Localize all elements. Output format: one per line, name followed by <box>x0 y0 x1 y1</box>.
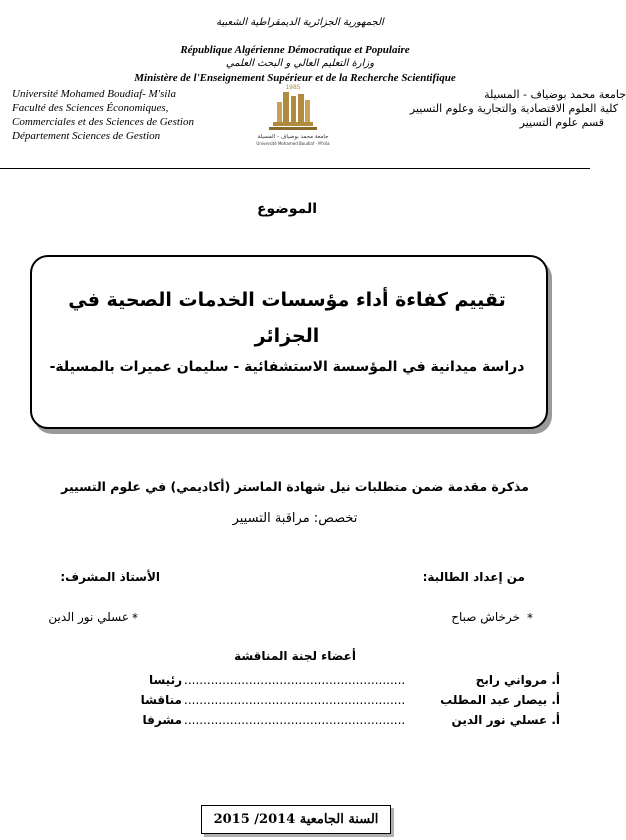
logo-name-fr: Université Mohamed Boudiaf - M'sila <box>256 141 330 146</box>
university-ar-line: جامعة محمد بوضياف - المسيلة <box>484 88 626 101</box>
university-logo <box>253 80 333 150</box>
republic-fr: République Algérienne Démocratique et Populaire <box>180 44 410 56</box>
thesis-title-line2: الجزائر <box>254 325 320 347</box>
university-fr-line: Université Mohamed Boudiaf- M'sila <box>12 88 176 100</box>
committee-member-role: مناقشا <box>140 693 182 707</box>
header-separator <box>0 168 590 169</box>
thesis-note: مذكرة مقدمة ضمن متطلبات نيل شهادة الماستر (أكاديمي) في علوم التسيير <box>61 479 529 494</box>
logo-year: 1985 <box>285 84 301 91</box>
department-ar-line: قسم علوم التسيير <box>519 116 604 129</box>
university-fr-line: Faculté des Sciences Économiques, <box>12 102 169 114</box>
academic-year: السنة الجامعية 2014/ 2015 <box>213 812 379 827</box>
committee-member-name: أ. عسلي نور الدين <box>451 713 560 727</box>
committee-member-role: مشرفا <box>142 713 182 727</box>
committee-row <box>140 673 560 693</box>
committee-member-name: أ. مرواني رابح <box>475 673 560 687</box>
committee-member-role: رئيسا <box>148 673 182 687</box>
supervisor-bullet: * <box>132 611 138 625</box>
academic-year-box <box>201 805 391 834</box>
supervisor-name: عسلي نور الدين <box>48 610 129 624</box>
committee-dots: .......................................................... <box>184 713 406 727</box>
committee-dots: .......................................................... <box>184 693 406 707</box>
prepared-by-label: من إعداد الطالبة: <box>422 570 525 584</box>
committee-title: أعضاء لجنة المناقشة <box>234 649 356 663</box>
committee-list <box>140 673 560 733</box>
thesis-subtitle: دراسة ميدانية في المؤسسة الاستشفائية - سليمان عميرات بالمسيلة- <box>49 359 525 375</box>
university-ar-block <box>360 88 626 130</box>
specialty: تخصص: مراقبة التسيير <box>232 511 358 526</box>
university-logo-icon <box>253 80 333 150</box>
title-box <box>30 255 548 429</box>
subject-label: الموضوع <box>256 201 318 217</box>
university-fr-line: Département Sciences de Gestion <box>12 130 161 142</box>
student-bullet: * <box>527 611 533 625</box>
logo-name-ar: جامعة محمد بوضياف - المسيلة <box>257 134 329 140</box>
committee-member-name: أ. بيصار عبد المطلب <box>440 693 560 707</box>
committee-row <box>140 713 560 733</box>
republic-ar: الجمهورية الجزائرية الديمقراطية الشعبية <box>216 17 384 28</box>
student-name: خرخاش صباح <box>451 610 520 624</box>
committee-row <box>140 693 560 713</box>
ministry-fr: Ministère de l'Enseignement Supérieur et de la Recherche Scientifique <box>134 72 456 84</box>
faculty-ar-line: كلية العلوم الاقتصادية والتجارية وعلوم التسيير <box>409 102 618 115</box>
committee-dots: .......................................................... <box>184 673 406 687</box>
supervisor-label: الأستاذ المشرف: <box>60 570 160 584</box>
university-fr-line: Commerciales et des Sciences de Gestion <box>12 116 194 128</box>
ministry-ar: وزارة التعليم العالي و البحث العلمي <box>225 58 375 69</box>
university-fr-block <box>12 87 194 143</box>
thesis-title-line1: تقييم كفاءة أداء مؤسسات الخدمات الصحية في <box>68 289 506 311</box>
